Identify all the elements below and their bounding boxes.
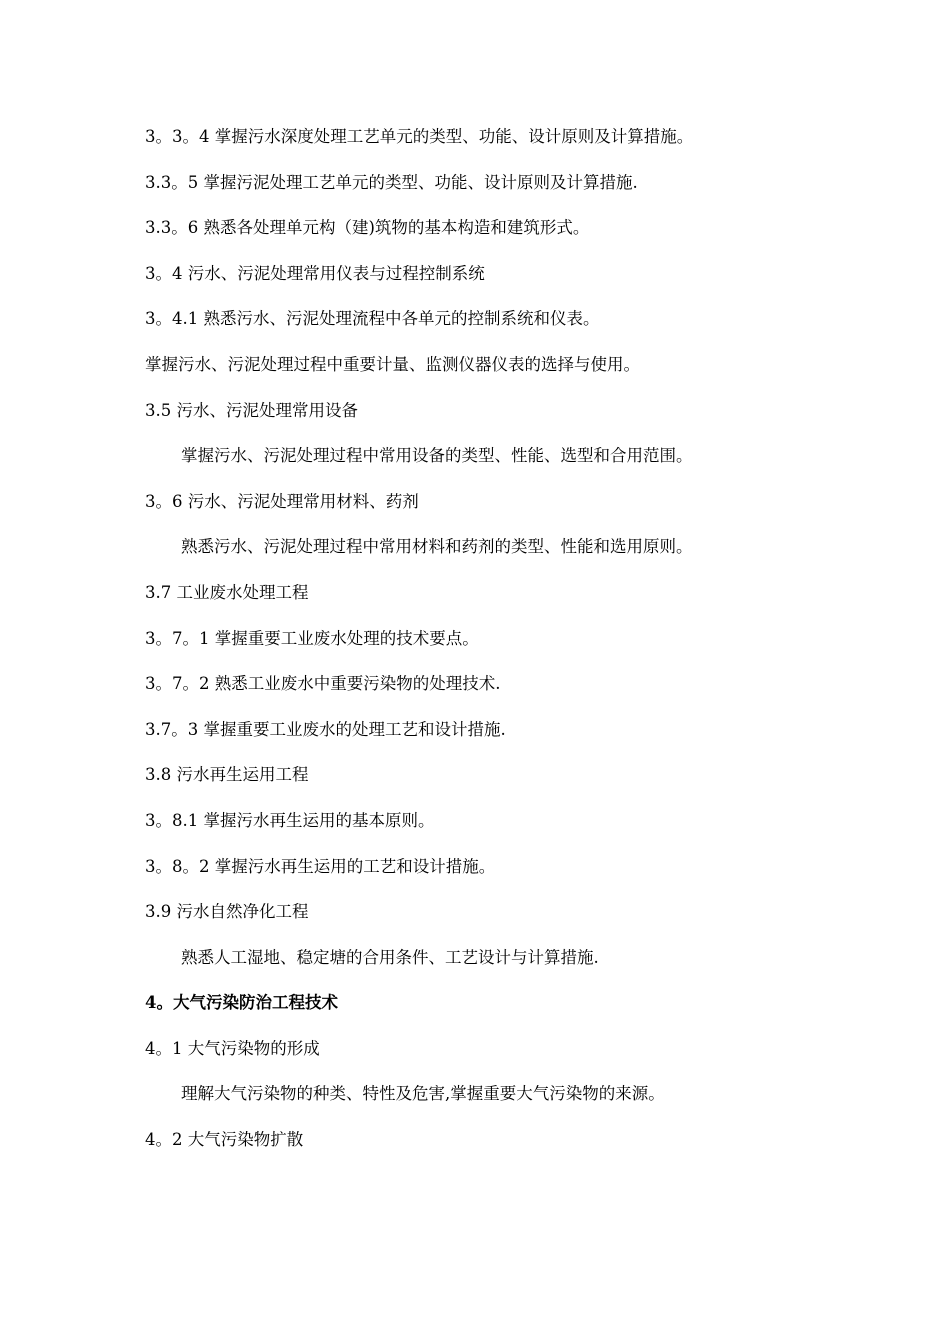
text-line: 3。8.1 掌握污水再生运用的基本原则。	[145, 810, 435, 830]
section-heading: 3.7 工业废水处理工程	[145, 582, 309, 602]
text-line: 3.3。6 熟悉各处理单元构（建)筑物的基本构造和建筑形式。	[145, 218, 590, 238]
text-line: 3.3。5 掌握污泥处理工艺单元的类型、功能、设计原则及计算措施.	[145, 172, 638, 192]
section-heading: 3。4 污水、污泥处理常用仪表与过程控制系统	[145, 263, 485, 283]
section-heading: 4。1 大气污染物的形成	[145, 1038, 320, 1058]
chapter-heading: 4。大气污染防治工程技术	[145, 993, 338, 1013]
section-heading: 3。6 污水、污泥处理常用材料、药剂	[145, 491, 419, 511]
section-heading: 3.8 污水再生运用工程	[145, 765, 309, 785]
text-line: 3。4.1 熟悉污水、污泥处理流程中各单元的控制系统和仪表。	[145, 309, 600, 329]
text-line: 3。7。1 掌握重要工业废水处理的技术要点。	[145, 628, 479, 648]
text-line: 3。3。4 掌握污水深度处理工艺单元的类型、功能、设计原则及计算措施。	[145, 127, 694, 146]
section-heading: 4。2 大气污染物扩散	[145, 1130, 304, 1150]
indented-paragraph: 理解大气污染物的种类、特性及危害,掌握重要大气污染物的来源。	[181, 1084, 665, 1104]
text-line: 掌握污水、污泥处理过程中重要计量、监测仪器仪表的选择与使用。	[145, 354, 640, 374]
indented-paragraph: 掌握污水、污泥处理过程中常用设备的类型、性能、选型和合用范围。	[181, 446, 693, 466]
document-body	[145, 124, 845, 1173]
text-line: 3.7。3 掌握重要工业废水的处理工艺和设计措施.	[145, 719, 506, 739]
section-heading: 3.5 污水、污泥处理常用设备	[145, 400, 358, 420]
text-line: 3。8。2 掌握污水再生运用的工艺和设计措施。	[145, 856, 496, 876]
text-line: 3。7。2 熟悉工业废水中重要污染物的处理技术.	[145, 674, 501, 694]
indented-paragraph: 熟悉污水、污泥处理过程中常用材料和药剂的类型、性能和选用原则。	[181, 537, 693, 557]
indented-paragraph: 熟悉人工湿地、稳定塘的合用条件、工艺设计与计算措施.	[181, 947, 599, 967]
section-heading: 3.9 污水自然净化工程	[145, 902, 309, 922]
